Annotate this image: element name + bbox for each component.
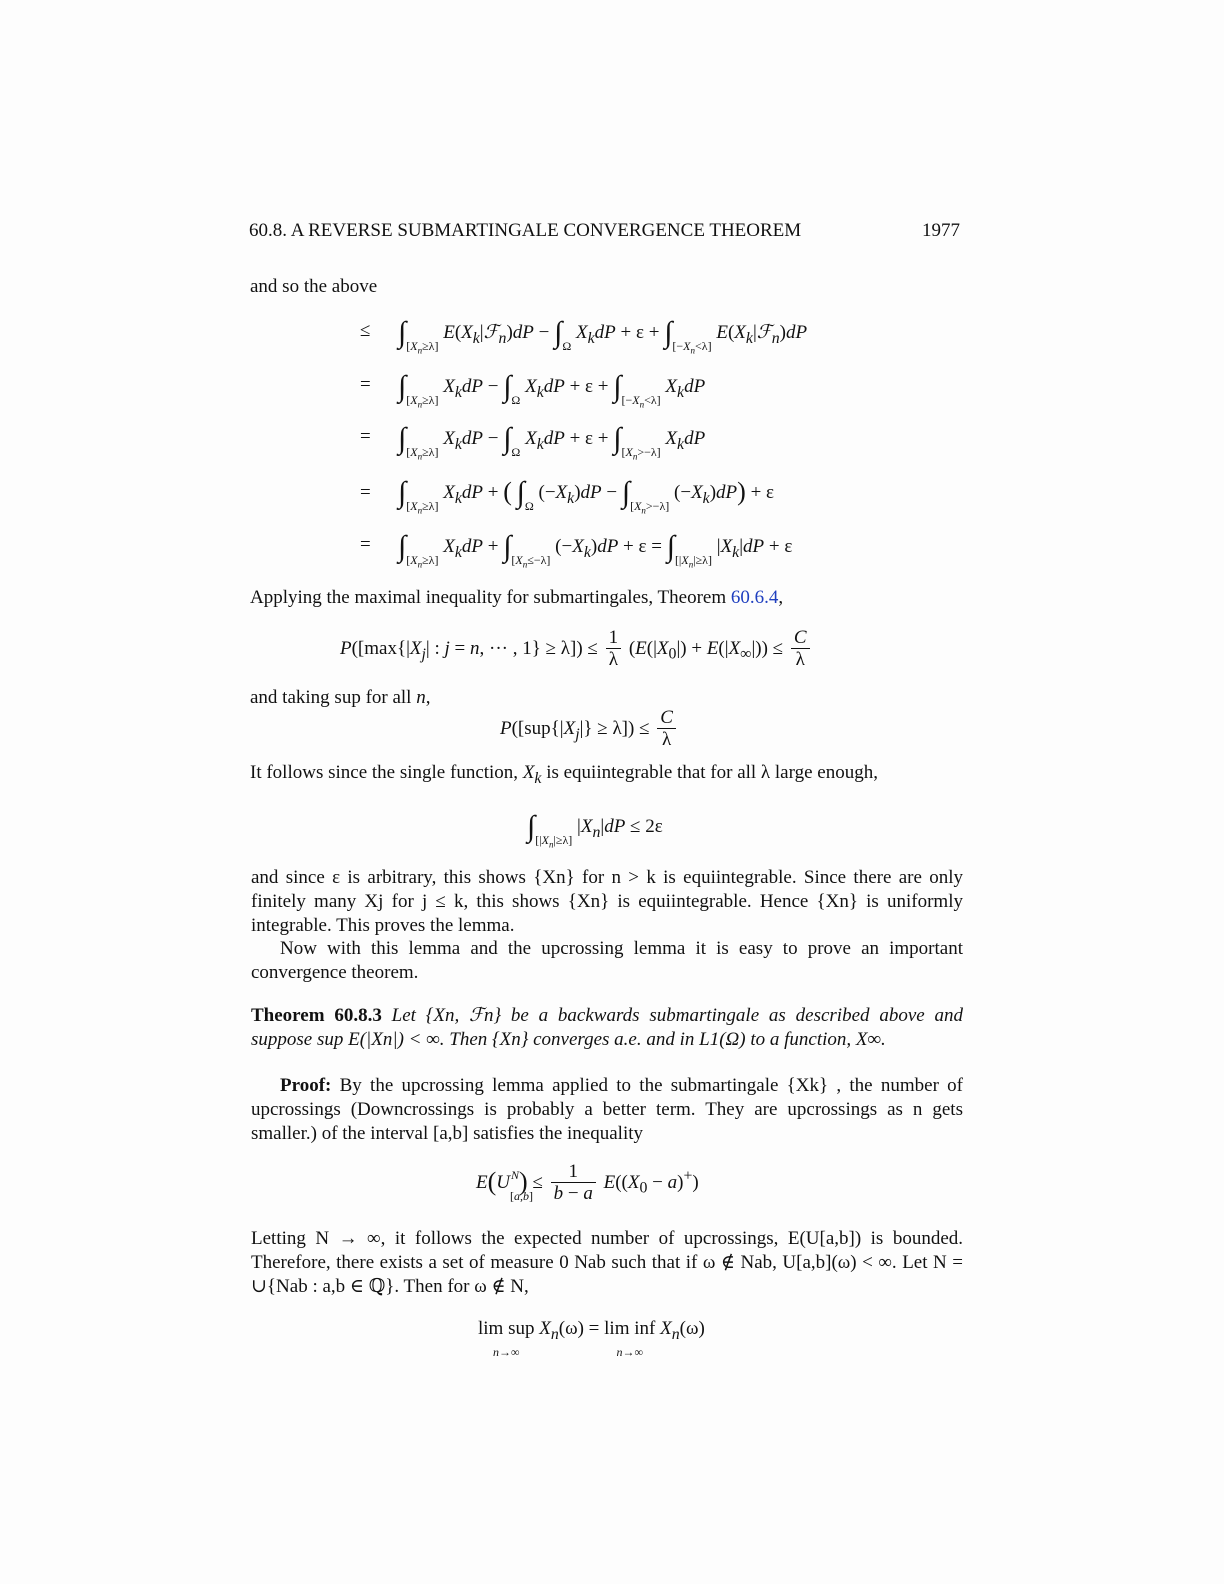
maximal-text	[250, 587, 783, 609]
paragraph-transition: Now with this lemma and the upcrossing lemma it is easy to prove an important convergence theorem.	[251, 938, 963, 983]
relation-4: =	[360, 482, 371, 503]
running-header: 60.8. A REVERSE SUBMARTINGALE CONVERGENCE THEOREM	[249, 220, 802, 241]
relation-2: =	[360, 374, 371, 395]
maximal-text-before: Applying the maximal inequality for submartingales, Theorem	[250, 587, 731, 608]
equation-line-4: $\int_{[X_n\ge\lambda]}$ $X_kdP$ + ( $\int_\Omega$ $(-X_k)dP - \int_{[X_n>-\lambda]}$ $(-X_k)dP) + \varepsilon$	[398, 476, 775, 516]
equation-line-2: $\int_{[X_n\ge\lambda]}$ $X_kdP - \int_\Omega$ $X_kdP + \varepsilon + \int_{[-X_n<\lambda]}$ $X_kdP$	[398, 370, 706, 410]
sup-text-var: n	[416, 687, 426, 708]
follows-text-a: It follows since the single function,	[250, 762, 523, 783]
sup-inequality-equation: $P([sup\{|X_j|\} \ge \lambda])$ ≤ $\frac{C}{\lambda}$	[500, 708, 679, 751]
relation-5: =	[360, 534, 371, 555]
upcrossing-inequality-equation: $E(U_{[a,b]}^N)$ ≤ $\frac{1}{b - a}$ $E((X_0 - a)^+)$	[476, 1161, 699, 1204]
paragraph-lemma-proof: and since ε is arbitrary, this shows {Xn} for n > k is equiintegrable. Since there are only finitely many Xj for j ≤ k, this shows {Xn} is equiintegrable. Hence {Xn} is uniformly integrable. This proves the lemma.	[251, 867, 963, 936]
sup-text-lead: and taking sup for all	[250, 687, 417, 708]
page-number: 1977	[922, 220, 960, 241]
theorem-statement: Let {Xn, ℱn} be a backwards submartingale as described above and suppose sup E(|Xn|) < ∞. Then {Xn} converges a.e. and in L1(Ω) to a function, X∞.	[251, 1005, 963, 1050]
proof-label: Proof:	[280, 1075, 332, 1096]
theorem-block	[251, 1004, 963, 1052]
theorem-reference-link[interactable]: 60.6.4	[730, 587, 779, 608]
equation-line-1: $\int_{[X_n\ge\lambda]}$ $E(X_k|ℱ_n)dP - \int_\Omega$ $X_kdP + \varepsilon + \int_{[-X_n<\lambda]}$ $E(X_k|ℱ_n)dP$	[398, 316, 808, 356]
sup-text: and taking sup for all n,	[250, 687, 431, 708]
theorem-label: Theorem 60.8.3	[251, 1005, 382, 1026]
maximal-inequality-equation: $P([\max\{|X_j|$ : j = n, ··· , 1} ≥ λ]) ≤ $\frac{1}{\lambda}$ $(E(|X_0|) + E(|X_\infty|))$ ≤ $\frac{C}{\lambda}$	[340, 628, 813, 671]
limsup-liminf-equation: lim sup n→∞ $X_n(\omega) = \lim$ inf n→∞ $X_n(\omega)$	[478, 1318, 705, 1359]
relation-1: ≤	[360, 320, 371, 341]
paragraph-letting: Letting N → ∞, it follows the expected number of upcrossings, E(U[a,b]) is bounded. Therefore, there exists a set of measure 0 Nab such that if ω ∉ Nab, U[a,b](ω) < ∞. Let N = ∪{Nab : a,b ∈ ℚ}. Then for ω ∉ N,	[251, 1228, 963, 1297]
follows-text: It follows since the single function, $X_k$ is equiintegrable that for all λ large enough,	[250, 762, 878, 787]
proof-text: By the upcrossing lemma applied to the submartingale {Xk} , the number of upcrossings (Downcrossings is probably a better term. They are upcrossings as n gets smaller.) of the interval [a,b] satisfies the inequality	[251, 1075, 963, 1144]
follows-text-b: is equiintegrable that for all λ large enough,	[541, 762, 878, 783]
equation-line-5: $\int_{[X_n\ge\lambda]}$ $X_kdP + \int_{[X_n\le-\lambda]}$ $(-X_k)dP + \varepsilon = \int_{[|X_n|\ge\lambda]}$ $|X_k|dP + \varepsilon$	[398, 530, 793, 570]
maximal-text-after: ,	[778, 587, 784, 608]
equation-line-3: $\int_{[X_n\ge\lambda]}$ $X_kdP - \int_\Omega$ $X_kdP + \varepsilon + \int_{[X_n>-\lambda]}$ $X_kdP$	[398, 422, 706, 462]
equiintegrable-equation: $\int_{[|X_n|\ge\lambda]}$ $|X_n|dP \le 2\varepsilon$	[527, 810, 663, 850]
proof-block	[251, 1074, 963, 1146]
intro-text: and so the above	[250, 276, 378, 297]
relation-3: =	[360, 426, 371, 447]
